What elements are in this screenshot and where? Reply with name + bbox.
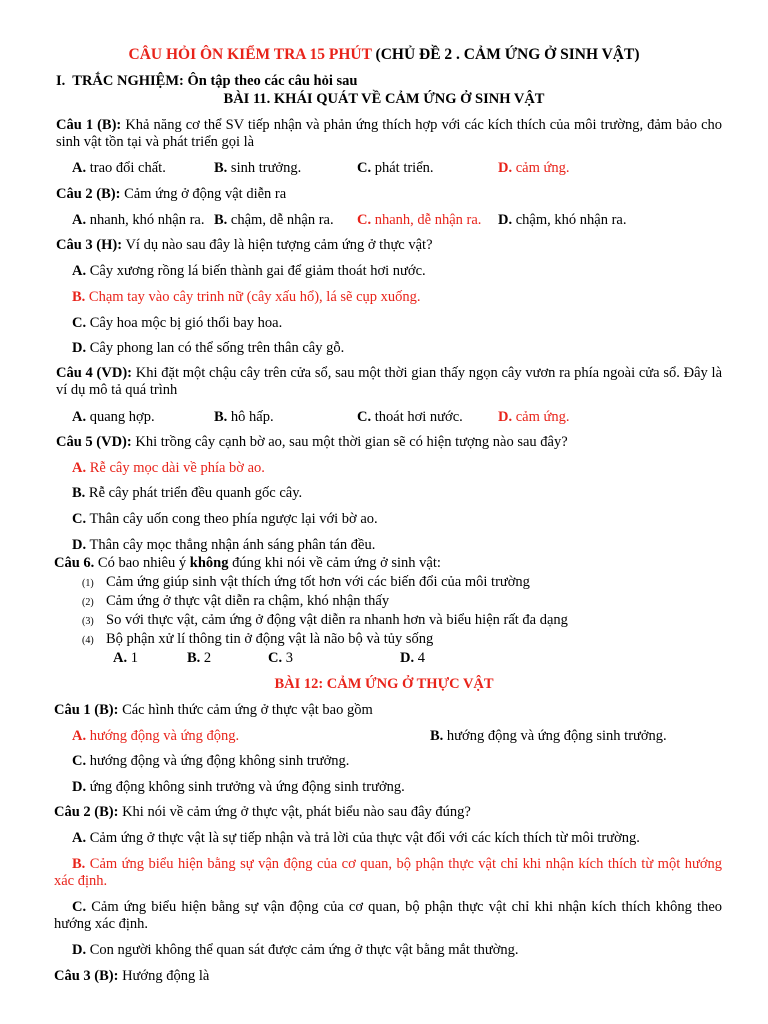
option-b: B. hướng động và ứng động sinh trưởng.	[430, 728, 667, 744]
title-topic: (CHỦ ĐỀ 2 . CẢM ỨNG Ở SINH VẬT)	[375, 46, 640, 63]
option-d: D. Cây phong lan có thể sống trên thân cây gỗ.	[72, 340, 345, 356]
option-b: B. Rễ cây phát triển đều quanh gốc cây.	[72, 485, 303, 501]
list-item: (4) Bộ phận xử lí thông tin ở động vật là não bộ và tủy sống	[82, 631, 434, 647]
question-3: Câu 3 (B): Hướng động là	[54, 968, 210, 984]
option-a: A. nhanh, khó nhận ra.	[72, 212, 205, 228]
option-a: A. Cảm ứng ở thực vật là sự tiếp nhận và trả lời của thực vật đối với các kích thích từ môi trường.	[72, 830, 640, 846]
option-d-correct: D. cảm ứng.	[498, 160, 570, 176]
title-red: CÂU HỎI ÔN KIỂM TRA 15 PHÚT	[128, 46, 372, 63]
list-item: (2) Cảm ứng ở thực vật diễn ra chậm, khó nhận thấy	[82, 593, 390, 609]
option-b: B. 2	[187, 650, 212, 666]
option-d-correct: D. cảm ứng.	[498, 409, 570, 425]
option-c: C. thoát hơi nước.	[357, 409, 463, 425]
option-c: C. hướng động và ứng động không sinh trưởng.	[72, 753, 350, 769]
option-a: A. quang hợp.	[72, 409, 155, 425]
option-c-correct: C. nhanh, dễ nhận ra.	[357, 212, 482, 228]
option-a: A. trao đổi chất.	[72, 160, 166, 176]
option-a-correct: A. hướng động và ứng động.	[72, 728, 240, 744]
question-2: Câu 2 (B): Cảm ứng ở động vật diễn ra	[56, 186, 287, 202]
list-item: (1) Cảm ứng giúp sinh vật thích ứng tốt hơn với các biến đổi của môi trường	[82, 574, 530, 590]
question-1: Câu 1 (B): Khả năng cơ thể SV tiếp nhận và phản ứng thích hợp với các kích thích của môi trường, đảm bảo cho sinh vật tồn tại và phát triển gọi là	[56, 117, 722, 150]
question-2: Câu 2 (B): Khi nói về cảm ứng ở thực vật, phát biểu nào sau đây đúng?	[54, 804, 471, 820]
option-d: D. Thân cây mọc thẳng nhận ánh sáng phân tán đều.	[72, 537, 376, 553]
option-a: A. Cây xương rồng lá biến thành gai để giảm thoát hơi nước.	[72, 263, 426, 279]
list-item: (3) So với thực vật, cảm ứng ở động vật diễn ra nhanh hơn và biểu hiện rất đa dạng	[82, 612, 568, 628]
option-c: C. Thân cây uốn cong theo phía ngược lại với bờ ao.	[72, 511, 378, 527]
option-c: C. 3	[268, 650, 293, 666]
option-d: D. ứng động không sinh trưởng và ứng động sinh trưởng.	[72, 779, 405, 795]
question-3: Câu 3 (H): Ví dụ nào sau đây là hiện tượng cảm ứng ở thực vật?	[56, 237, 433, 253]
option-b-correct: B. Cảm ứng biểu hiện bằng sự vận động của cơ quan, bộ phận thực vật chỉ khi nhận kích thích từ một hướng xác định.	[54, 856, 723, 889]
question-1: Câu 1 (B): Các hình thức cảm ứng ở thực vật bao gồm	[54, 702, 373, 718]
option-b: B. chậm, dễ nhận ra.	[214, 212, 334, 228]
option-c: C. phát triển.	[357, 160, 434, 176]
lesson12-title: BÀI 12: CẢM ỨNG Ở THỰC VẬT	[274, 676, 494, 692]
option-d: D. Con người không thể quan sát được cảm ứng ở thực vật bằng mắt thường.	[72, 942, 519, 958]
option-d: D. 4	[400, 650, 425, 666]
option-b: B. hô hấp.	[214, 409, 274, 425]
question-6: Câu 6. Có bao nhiêu ý không đúng khi nói về cảm ứng ở sinh vật:	[54, 555, 441, 571]
option-c: C. Cảm ứng biểu hiện bằng sự vận động của cơ quan, bộ phận thực vật chỉ khi nhận kích thích không theo hướng xác định.	[54, 899, 723, 932]
page-title	[0, 46, 768, 63]
option-c: C. Cây hoa mộc bị gió thổi bay hoa.	[72, 315, 283, 331]
option-a: A. 1	[113, 650, 138, 666]
option-b-correct: B. Chạm tay vào cây trinh nữ (cây xấu hổ), lá sẽ cụp xuống.	[72, 289, 421, 305]
question-4: Câu 4 (VD): Khi đặt một chậu cây trên cửa sổ, sau một thời gian thấy ngọn cây vươn ra phía ngoài cửa sổ. Đây là ví dụ mô tả quá trình	[56, 365, 722, 398]
lesson11-title: BÀI 11. KHÁI QUÁT VỀ CẢM ỨNG Ở SINH VẬT	[223, 91, 545, 107]
option-a-correct: A. Rễ cây mọc dài về phía bờ ao.	[72, 460, 265, 476]
option-d: D. chậm, khó nhận ra.	[498, 212, 627, 228]
option-b: B. sinh trưởng.	[214, 160, 302, 176]
section-heading: I. TRẮC NGHIỆM: Ôn tập theo các câu hỏi sau	[56, 73, 358, 89]
question-5: Câu 5 (VD): Khi trồng cây cạnh bờ ao, sau một thời gian sẽ có hiện tượng nào sau đây?	[56, 434, 568, 450]
